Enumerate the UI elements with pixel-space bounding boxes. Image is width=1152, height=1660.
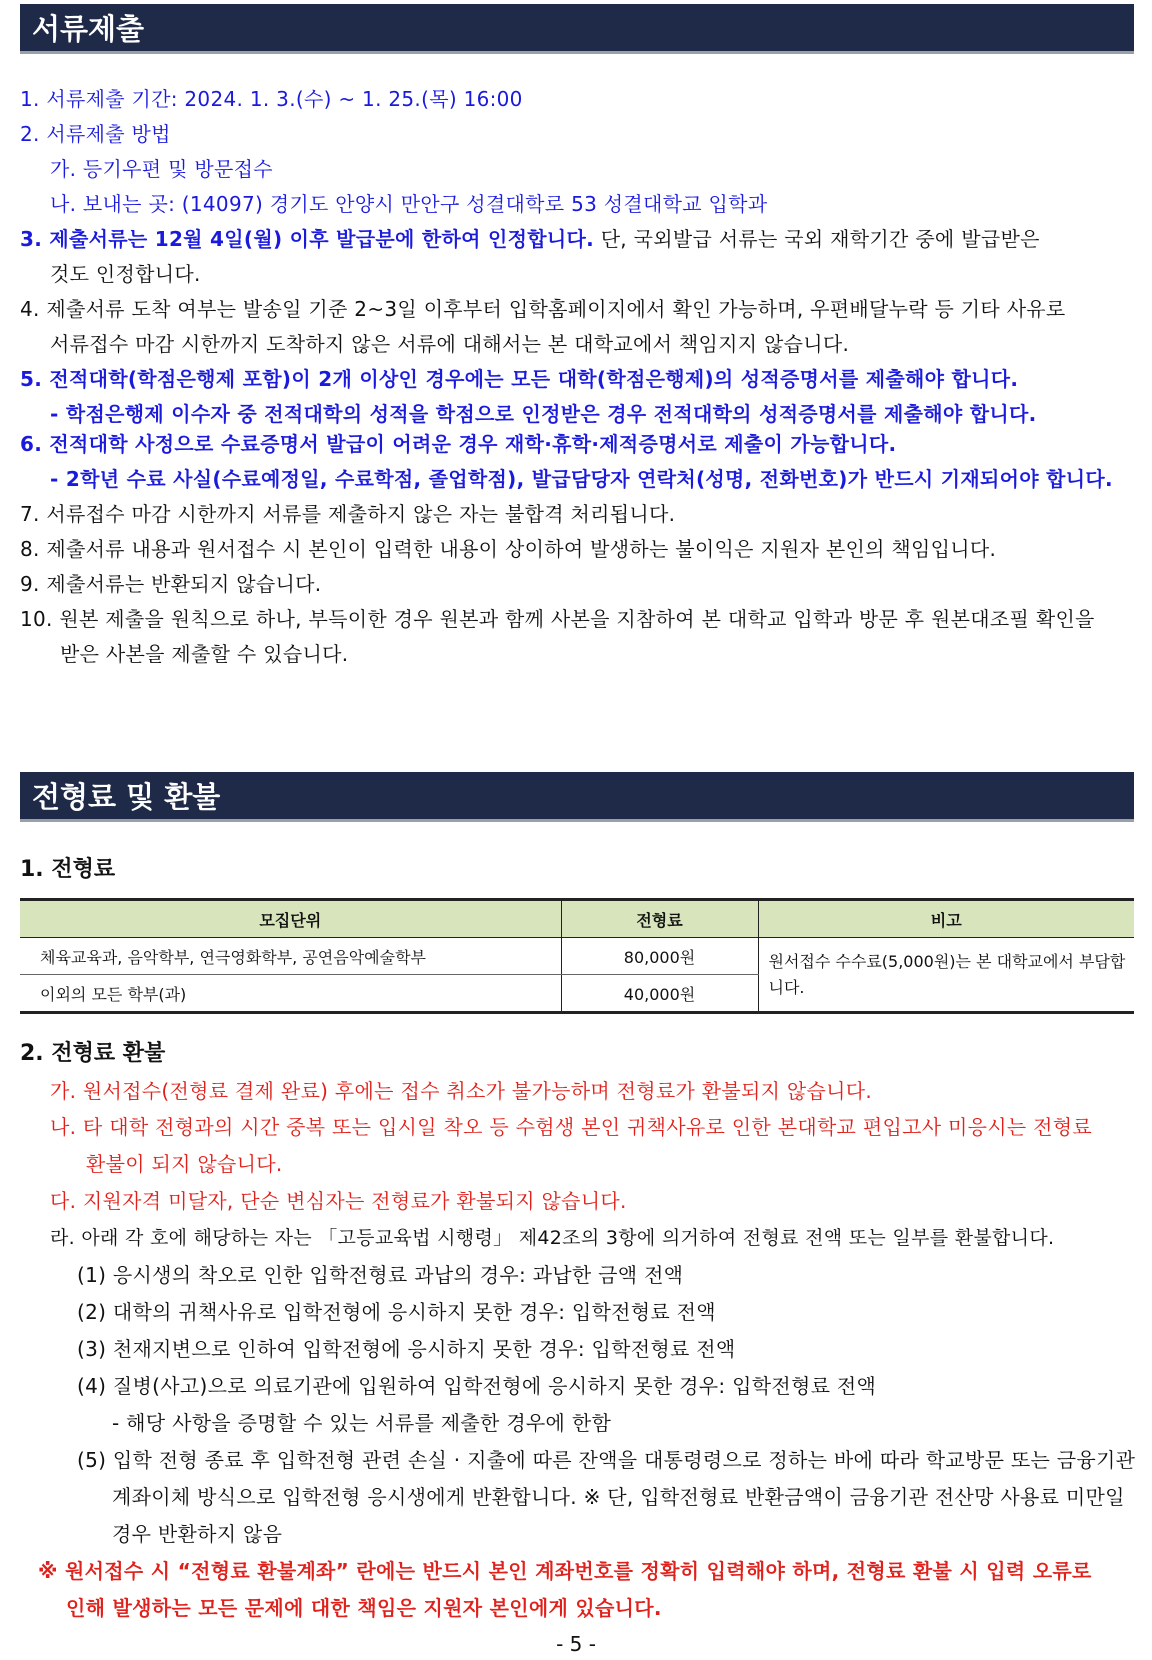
arrival-check-rule-cont: 서류접수 마감 시한까지 도착하지 않은 서류에 대해서는 본 대학교에서 책임지지 않습니다.	[50, 332, 850, 356]
refund-case-5-cont: 계좌이체 방식으로 입학전형 응시생에게 반환합니다. ※ 단, 입학전형료 반환금액이 금융기관 전산망 사용료 미만일	[112, 1485, 1125, 1509]
table-row	[20, 938, 1134, 975]
refund-rule-b-cont: 환불이 되지 않습니다.	[86, 1152, 283, 1176]
row-fee: 40,000원	[561, 975, 758, 1013]
refund-rule-d: 라. 아래 각 호에 해당하는 자는 「고등교육법 시행령」 제42조의 3항에 의거하여 전형료 전액 또는 일부를 환불합니다.	[50, 1227, 1055, 1249]
completion-cert-note: - 2학년 수료 사실(수료예정일, 수료학점, 졸업학점), 발급담당자 연락처(성명, 전화번호)가 반드시 기재되어야 합니다.	[50, 467, 1113, 491]
page-number: - 5 -	[556, 1632, 596, 1656]
submission-period: 1. 서류제출 기간: 2024. 1. 3.(수) ~ 1. 25.(목) 16:00	[20, 87, 523, 111]
refund-rule-a: 가. 원서접수(전형료 결제 완료) 후에는 접수 취소가 불가능하며 전형료가 환불되지 않습니다.	[50, 1079, 873, 1103]
deadline-rule: 7. 서류접수 마감 시한까지 서류를 제출하지 않은 자는 불합격 처리됩니다.	[20, 502, 676, 526]
header-unit: 모집단위	[20, 900, 561, 938]
header-fee: 전형료	[561, 900, 758, 938]
issue-date-rule-note: 단, 국외발급 서류는 국외 재학기간 중에 발급받은	[594, 227, 1040, 251]
refund-account-warning-cont: 인해 발생하는 모든 문제에 대한 책임은 지원자 본인에게 있습니다.	[66, 1596, 662, 1620]
issue-date-rule-emphasis: 3. 제출서류는 12월 4일(월) 이후 발급분에 한하여 인정합니다.	[20, 227, 595, 251]
completion-cert-rule: 6. 전적대학 사정으로 수료증명서 발급이 어려운 경우 재학·휴학·제적증명서로 제출이 가능합니다.	[20, 432, 897, 456]
refund-rule-b: 나. 타 대학 전형과의 시간 중복 또는 입시일 착오 등 수험생 본인 귀책사유로 인한 본대학교 편입고사 미응시는 전형료	[50, 1115, 1092, 1139]
fee-table-header	[20, 900, 1134, 938]
fee-table	[20, 898, 1134, 1014]
original-document-rule-cont: 받은 사본을 제출할 수 있습니다.	[60, 642, 349, 666]
refund-rule-c: 다. 지원자격 미달자, 단순 변심자는 전형료가 환불되지 않습니다.	[50, 1189, 627, 1213]
section-title-document-submission: 서류제출	[20, 4, 1134, 54]
refund-case-1: (1) 응시생의 착오로 인한 입학전형료 과납의 경우: 과납한 금액 전액	[77, 1263, 684, 1287]
submission-method-heading: 2. 서류제출 방법	[20, 122, 171, 146]
original-document-rule: 10. 원본 제출을 원칙으로 하나, 부득이한 경우 원본과 함께 사본을 지참하여 본 대학교 입학과 방문 후 원본대조필 확인을	[20, 607, 1095, 631]
fee-note: 원서접수 수수료(5,000원)는 본 대학교에서 부담합니다.	[758, 938, 1134, 1013]
refund-heading: 2. 전형료 환불	[20, 1041, 166, 1066]
refund-case-3: (3) 천재지변으로 인하여 입학전형에 응시하지 못한 경우: 입학전형료 전액	[77, 1337, 736, 1361]
arrival-check-rule: 4. 제출서류 도착 여부는 발송일 기준 2~3일 이후부터 입학홈페이지에서 확인 가능하며, 우편배달누락 등 기타 사유로	[20, 297, 1066, 321]
no-return-rule: 9. 제출서류는 반환되지 않습니다.	[20, 572, 322, 596]
refund-case-5: (5) 입학 전형 종료 후 입학전형 관련 손실 · 지출에 따른 잔액을 대통령령으로 정하는 바에 따라 학교방문 또는 금융기관	[77, 1448, 1136, 1472]
row-fee: 80,000원	[561, 938, 758, 975]
refund-account-warning: ※ 원서접수 시 “전형료 환불계좌” 란에는 반드시 본인 계좌번호를 정확히 입력해야 하며, 전형료 환불 시 입력 오류로	[38, 1559, 1092, 1583]
header-note: 비고	[758, 900, 1134, 938]
multiple-colleges-rule: 5. 전적대학(학점은행제 포함)이 2개 이상인 경우에는 모든 대학(학점은행제)의 성적증명서를 제출해야 합니다.	[20, 367, 1019, 391]
issue-date-rule-cont: 것도 인정합니다.	[50, 262, 201, 286]
row-unit: 체육교육과, 음악학부, 연극영화학부, 공연음악예술학부	[20, 938, 561, 975]
refund-case-2: (2) 대학의 귀책사유로 입학전형에 응시하지 못한 경우: 입학전형료 전액	[77, 1300, 716, 1324]
credit-bank-note: - 학점은행제 이수자 중 전적대학의 성적을 학점으로 인정받은 경우 전적대학의 성적증명서를 제출해야 합니다.	[50, 402, 1037, 426]
section-title-fee-refund: 전형료 및 환불	[20, 772, 1134, 822]
submission-method-b: 나. 보내는 곳: (14097) 경기도 안양시 만안구 성결대학로 53 성결대학교 입학과	[50, 192, 768, 216]
refund-case-4: (4) 질병(사고)으로 의료기관에 입원하여 입학전형에 응시하지 못한 경우: 입학전형료 전액	[77, 1374, 877, 1398]
fee-heading: 1. 전형료	[20, 857, 116, 882]
refund-case-5-cont2: 경우 반환하지 않음	[112, 1522, 283, 1546]
refund-case-4-note: - 해당 사항을 증명할 수 있는 서류를 제출한 경우에 한함	[112, 1411, 612, 1435]
submission-method-a: 가. 등기우편 및 방문접수	[50, 157, 273, 181]
row-unit: 이외의 모든 학부(과)	[20, 975, 561, 1013]
mismatch-rule: 8. 제출서류 내용과 원서접수 시 본인이 입력한 내용이 상이하여 발생하는 불이익은 지원자 본인의 책임입니다.	[20, 537, 997, 561]
issue-date-rule	[20, 226, 1040, 252]
